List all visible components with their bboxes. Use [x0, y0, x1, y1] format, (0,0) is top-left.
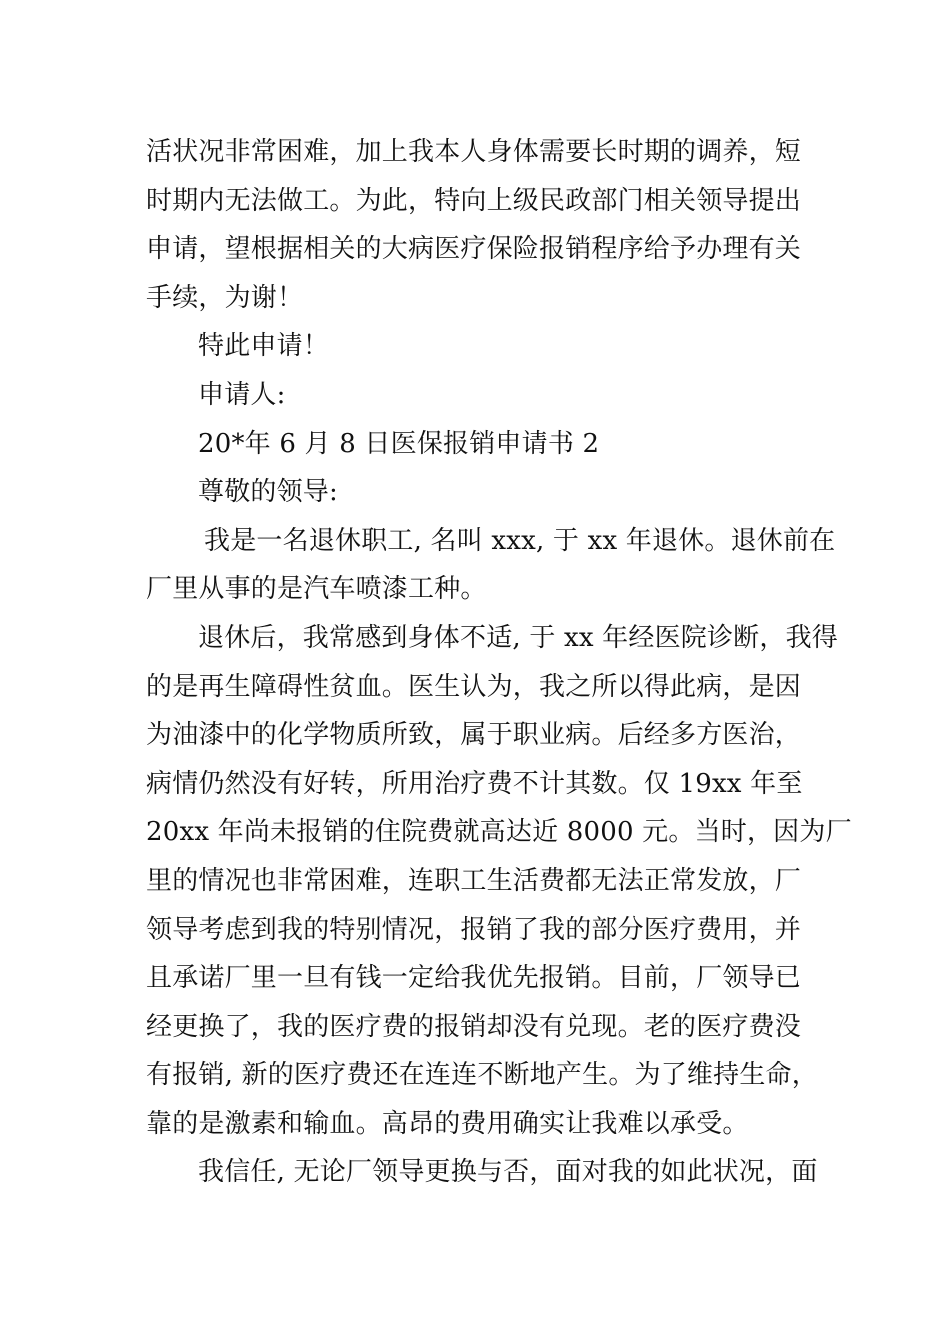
body-line-13: 为油漆中的化学物质所致，属于职业病。后经多方医治，	[146, 720, 802, 751]
body-line-16: 里的情况也非常困难，连职工生活费都无法正常发放，厂	[146, 865, 802, 896]
body-line-15: 20xx 年尚未报销的住院费就高达近 8000 元。当时，因为厂	[146, 817, 852, 848]
body-line-14: 病情仍然没有好转，所用治疗费不计其数。仅 19xx 年至	[146, 768, 803, 799]
body-line-18: 且承诺厂里一旦有钱一定给我优先报销。目前，厂领导已	[146, 963, 802, 994]
body-line-11: 退休后，我常感到身体不适, 于 xx 年经医院诊断，我得	[198, 622, 838, 653]
closing-phrase: 特此申请！	[198, 331, 330, 362]
date-and-heading: 20*年 6 月 8 日医保报销申请书 2	[198, 428, 600, 459]
body-line-4: 手续，为谢！	[146, 282, 304, 313]
body-line-21: 靠的是激素和输血。高昂的费用确实让我难以承受。	[146, 1108, 749, 1139]
body-line-3: 申请，望根据相关的大病医疗保险报销程序给予办理有关	[146, 234, 802, 265]
applicant-label: 申请人:	[198, 379, 286, 410]
document-body	[146, 128, 852, 1197]
body-line-20: 有报销, 新的医疗费还在连连不断地产生。为了维持生命，	[146, 1060, 818, 1091]
body-line-2: 时期内无法做工。为此，特向上级民政部门相关领导提出	[146, 185, 802, 216]
body-line-10: 厂里从事的是汽车喷漆工种。	[146, 574, 487, 605]
body-line-22: 我信任, 无论厂领导更换与否，面对我的如此状况，面	[198, 1157, 818, 1188]
body-line-19: 经更换了，我的医疗费的报销却没有兑现。老的医疗费没	[146, 1011, 802, 1042]
salutation: 尊敬的领导:	[198, 477, 338, 508]
body-line-9: 我是一名退休职工, 名叫 xxx, 于 xx 年退休。退休前在	[204, 525, 836, 556]
body-line-12: 的是再生障碍性贫血。医生认为，我之所以得此病，是因	[146, 671, 802, 702]
body-line-1: 活状况非常困难，加上我本人身体需要长时期的调养，短	[146, 137, 802, 167]
body-line-17: 领导考虑到我的特别情况，报销了我的部分医疗费用，并	[146, 914, 802, 945]
